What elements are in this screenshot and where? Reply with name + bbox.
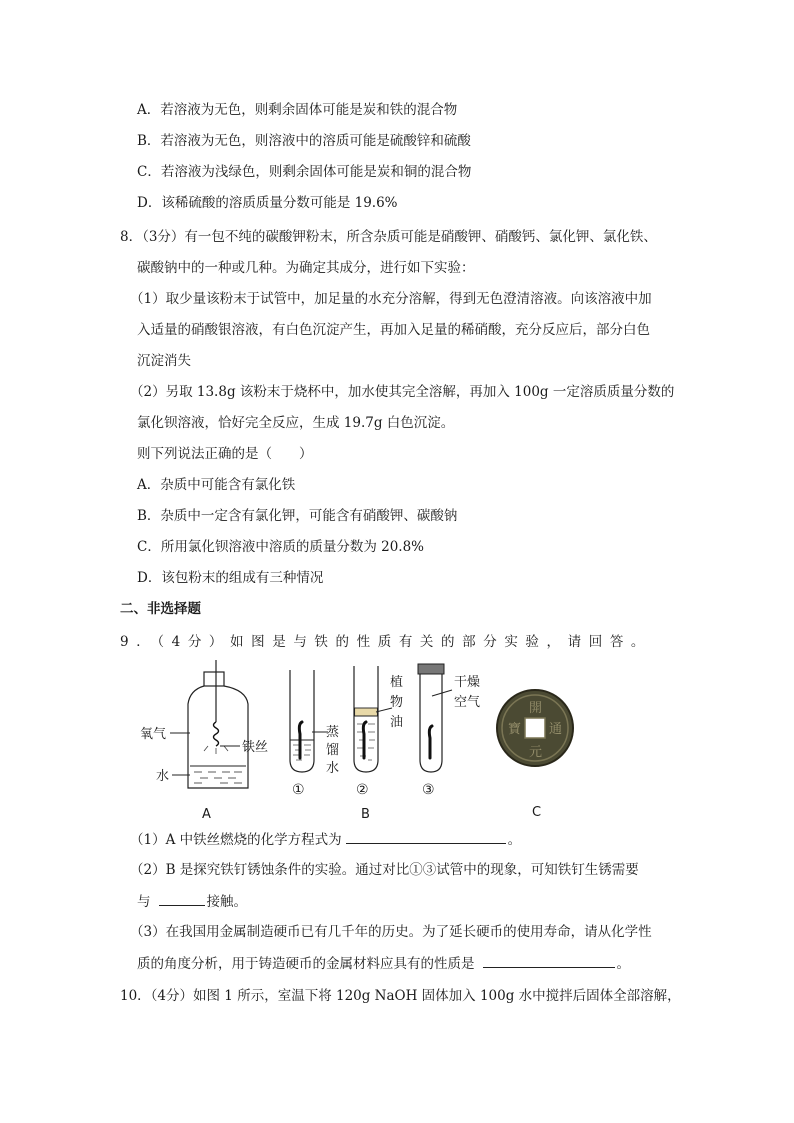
label-vegetable-oil-1: 植 bbox=[390, 675, 404, 690]
q9-sub3-line1: （3）在我国用金属制造硬币已有几千年的历史。为了延长硬币的使用寿命，请从化学性 bbox=[130, 924, 652, 940]
label-dry-air-1: 干燥 bbox=[454, 675, 481, 690]
label-oxygen: 氧气 bbox=[140, 727, 167, 742]
q9-sub2-answer-blank[interactable] bbox=[159, 891, 205, 906]
test-tube-2 bbox=[354, 666, 392, 822]
coin-char-bottom: 元 bbox=[529, 745, 543, 760]
q8-question: 则下列说法正确的是（ ） bbox=[137, 446, 313, 462]
q8-option-c: C．所用氯化钡溶液中溶质的质量分数为 20.8% bbox=[137, 539, 425, 555]
q8-option-b: B．杂质中一定含有氯化钾，可能含有硝酸钾、碳酸钠 bbox=[137, 508, 458, 524]
q9-sub3-text: 质的角度分析，用于铸造硬币的金属材料应具有的性质是 bbox=[137, 956, 475, 972]
q8-exp1-line1: （1）取少量该粉末于试管中，加足量的水充分溶解，得到无色澄清溶液。向该溶液中加 bbox=[130, 291, 652, 307]
label-dry-air-2: 空气 bbox=[454, 695, 481, 710]
q9-sub2-end: 接触。 bbox=[206, 894, 247, 910]
q8-stem-line2: 碳酸钠中的一种或几种。为确定其成分，进行如下实验： bbox=[137, 260, 475, 276]
q7-option-a: A．若溶液为无色，则剩余固体可能是炭和铁的混合物 bbox=[137, 102, 458, 118]
q9-sub1-text: （1）A 中铁丝燃烧的化学方程式为 bbox=[130, 832, 342, 848]
q9-sub1-answer-blank[interactable] bbox=[346, 829, 506, 844]
label-distilled-water-3: 水 bbox=[326, 761, 340, 776]
label-vegetable-oil-3: 油 bbox=[390, 715, 404, 730]
q9-figure bbox=[130, 660, 630, 825]
caption-a: A bbox=[202, 807, 211, 822]
q8-exp2-line2: 氯化钡溶液，恰好完全反应，生成 19.7g 白色沉淀。 bbox=[137, 415, 455, 431]
q8-exp1-line2: 入适量的硝酸银溶液，有白色沉淀产生，再加入足量的稀硝酸，充分反应后，部分白色 bbox=[137, 322, 650, 338]
q9-sub1-end: 。 bbox=[507, 832, 522, 848]
q9-sub3-end: 。 bbox=[616, 956, 630, 972]
q8-option-a: A．杂质中可能含有氯化铁 bbox=[137, 477, 296, 493]
q8-exp1-line3: 沉淀消失 bbox=[137, 353, 191, 369]
q7-option-c: C．若溶液为浅绿色，则剩余固体可能是炭和铜的混合物 bbox=[137, 164, 472, 180]
q9-sub3-answer-blank[interactable] bbox=[483, 953, 615, 968]
q9-sub1 bbox=[130, 829, 521, 850]
q9-sub2-line1: （2）B 是探究铁钉锈蚀条件的实验。通过对比①③试管中的现象，可知铁钉生锈需要 bbox=[130, 862, 639, 878]
caption-b: B bbox=[361, 807, 370, 822]
q8-stem-line1: 8．（3分）有一包不纯的碳酸钾粉末，所含杂质可能是硝酸钾、硝酸钙、氯化钾、氯化铁、 bbox=[120, 229, 657, 245]
test-tube-3 bbox=[418, 664, 452, 798]
q8-option-d: D．该包粉末的组成有三种情况 bbox=[137, 570, 324, 586]
q7-option-d: D．该稀硫酸的溶质质量分数可能是 19.6% bbox=[137, 195, 398, 211]
label-vegetable-oil-2: 物 bbox=[390, 695, 404, 710]
coin-char-top: 開 bbox=[529, 701, 543, 716]
label-tube-1: ① bbox=[292, 782, 305, 798]
test-tube-1 bbox=[290, 670, 328, 798]
q8-exp2-line1: （2）另取 13.8g 该粉末于烧杯中，加水使其完全溶解，再加入 100g 一定溶质质量分数的 bbox=[130, 384, 675, 400]
q9-stem: 9．（4分）如图是与铁的性质有关的部分实验，请回答。 bbox=[120, 634, 653, 650]
label-tube-3: ③ bbox=[422, 782, 435, 798]
apparatus-a-bottle bbox=[140, 660, 268, 822]
label-distilled-water-1: 蒸 bbox=[326, 725, 340, 740]
q10-stem-line1: 10．（4分）如图 1 所示，室温下将 120g NaOH 固体加入 100g 水中搅拌后固体全部溶解， bbox=[120, 988, 681, 1004]
ancient-coin-image bbox=[497, 690, 573, 820]
q7-option-b: B．若溶液为无色，则溶液中的溶质可能是硫酸锌和硫酸 bbox=[137, 133, 471, 149]
q9-sub2-line2 bbox=[137, 891, 247, 912]
label-distilled-water-2: 馏 bbox=[326, 743, 340, 758]
q9-sub3-line2 bbox=[137, 953, 630, 974]
coin-char-right: 通 bbox=[549, 722, 563, 737]
section-heading: 二、非选择题 bbox=[120, 601, 201, 617]
label-water: 水 bbox=[156, 769, 170, 784]
coin-char-left: 寶 bbox=[508, 722, 522, 737]
q9-sub2-text: 与 bbox=[137, 894, 151, 910]
caption-c: C bbox=[532, 805, 542, 820]
label-iron-wire: 铁丝 bbox=[242, 740, 269, 755]
label-tube-2: ② bbox=[356, 782, 369, 798]
